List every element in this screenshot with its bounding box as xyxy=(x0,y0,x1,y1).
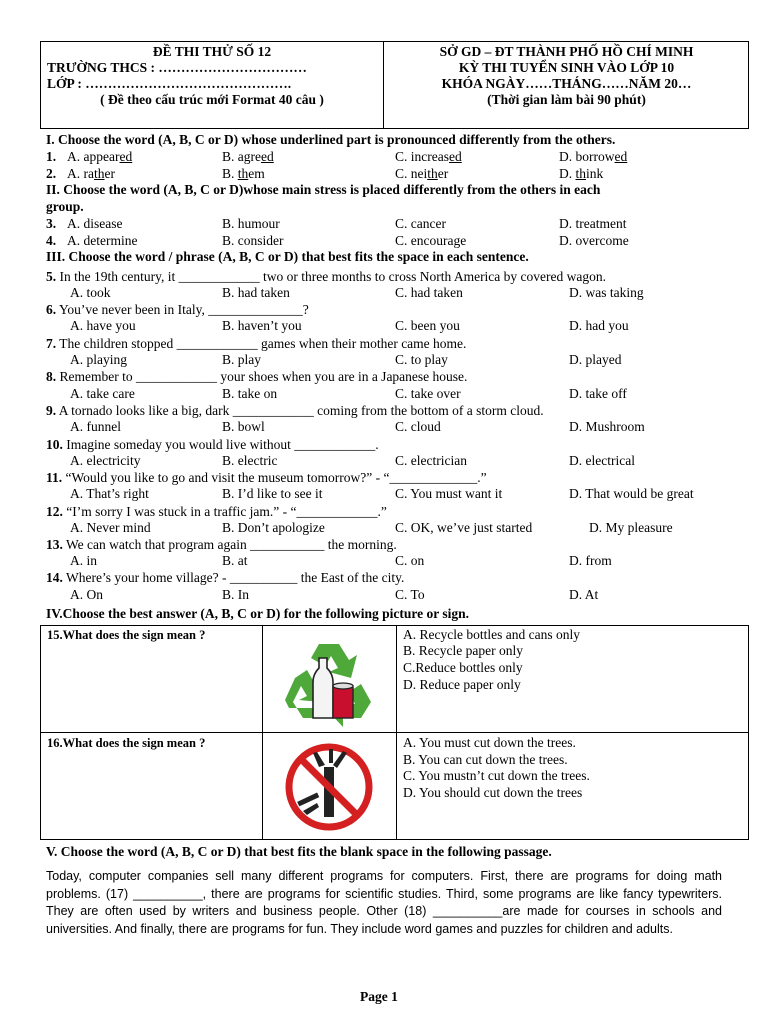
q6-option-a: A. have you xyxy=(70,318,136,333)
q3-option-a: A. disease xyxy=(67,216,123,231)
q6-option-b: B. haven’t you xyxy=(222,318,302,333)
q13-option-b: B. at xyxy=(222,553,248,568)
q14-option-b: B. In xyxy=(222,587,249,602)
q4-option-d: D. overcome xyxy=(559,233,629,248)
q10-option-d: D. electrical xyxy=(569,453,635,468)
q5-option-a: A. took xyxy=(70,285,111,300)
q15-prompt: 15.What does the sign mean ? xyxy=(47,628,206,642)
q10-option-c: C. electrician xyxy=(395,453,467,468)
question-2: 2. xyxy=(46,166,57,181)
q3-option-d: D. treatment xyxy=(559,216,627,231)
q16-option-c: C. You mustn’t cut down the trees. xyxy=(403,768,590,783)
school-line: TRƯỜNG THCS : …………………………… xyxy=(47,60,307,75)
q11-option-b: B. I’d like to see it xyxy=(222,486,323,501)
q2-option-c: C. neither xyxy=(395,166,449,181)
q4-option-a: A. determine xyxy=(67,233,138,248)
q2-option-b: B. them xyxy=(222,166,265,181)
q13-option-d: D. from xyxy=(569,553,612,568)
section-2-title-cont: group. xyxy=(46,199,84,214)
no-tree-cutting-sign-icon xyxy=(283,741,375,833)
q1-option-b: B. agreed xyxy=(222,149,274,164)
q14-option-d: D. At xyxy=(569,587,599,602)
exam-header xyxy=(40,41,749,129)
q4-option-c: C. encourage xyxy=(395,233,467,248)
q9-option-c: C. cloud xyxy=(395,419,441,434)
q15-option-c: C.Reduce bottles only xyxy=(403,660,523,675)
question-4: 4. xyxy=(46,233,57,248)
q7-option-b: B. play xyxy=(222,352,261,367)
q5-option-c: C. had taken xyxy=(395,285,463,300)
time-limit: (Thời gian làm bài 90 phút) xyxy=(487,92,646,107)
question-12: 12. “I’m sorry I was stuck in a traffic jam.” - “____________.” xyxy=(46,504,387,519)
q6-option-d: D. had you xyxy=(569,318,629,333)
section-2-title: II. Choose the word (A, B, C or D)whose main stress is placed differently from the others in each xyxy=(46,182,601,197)
exam-date-line: KHÓA NGÀY……THÁNG……NĂM 20… xyxy=(441,76,692,91)
q7-option-c: C. to play xyxy=(395,352,448,367)
q5-option-d: D. was taking xyxy=(569,285,644,300)
q2-option-a: A. rather xyxy=(67,166,116,181)
question-5: 5. In the 19th century, it ____________ two or three months to cross North America by covered wagon. xyxy=(46,269,607,284)
sign-question-15-row xyxy=(40,625,749,733)
q12-option-c: C. OK, we’ve just started xyxy=(395,520,533,535)
q7-option-d: D. played xyxy=(569,352,622,367)
page-number: Page 1 xyxy=(360,989,398,1004)
q2-option-d: D. think xyxy=(559,166,604,181)
q8-option-a: A. take care xyxy=(70,386,135,401)
section-3-title: III. Choose the word / phrase (A, B, C or D) that best fits the space in each sentence. xyxy=(46,249,529,264)
q5-option-b: B. had taken xyxy=(222,285,290,300)
q12-option-a: A. Never mind xyxy=(70,520,151,535)
question-8: 8. Remember to ____________ your shoes when you are in a Japanese house. xyxy=(46,369,468,384)
sign-question-16-row xyxy=(40,732,749,840)
header-right xyxy=(389,44,744,108)
q1-option-d: D. borrowed xyxy=(559,149,628,164)
q11-option-c: C. You must want it xyxy=(395,486,503,501)
q16-option-a: A. You must cut down the trees. xyxy=(403,735,576,750)
q12-option-b: B. Don’t apologize xyxy=(222,520,325,535)
q8-option-c: C. take over xyxy=(395,386,461,401)
q7-option-a: A. playing xyxy=(70,352,127,367)
q16-option-d: D. You should cut down the trees xyxy=(403,785,583,800)
q13-option-a: A. in xyxy=(70,553,97,568)
q15-option-d: D. Reduce paper only xyxy=(403,677,521,692)
q8-option-d: D. take off xyxy=(569,386,627,401)
question-1: 1. xyxy=(46,149,57,164)
question-6: 6. You’ve never been in Italy, ______________? xyxy=(46,302,309,317)
recycle-sign-icon xyxy=(281,634,381,728)
q9-option-b: B. bowl xyxy=(222,419,265,434)
department-line: SỞ GD – ĐT THÀNH PHỐ HỒ CHÍ MINH xyxy=(439,44,694,59)
question-10: 10. Imagine someday you would live without ____________. xyxy=(46,437,379,452)
q15-option-a: A. Recycle bottles and cans only xyxy=(403,627,580,642)
question-14: 14. Where’s your home village? - __________ the East of the city. xyxy=(46,570,405,585)
q3-option-b: B. humour xyxy=(222,216,280,231)
q11-option-a: A. That’s right xyxy=(70,486,149,501)
q14-option-c: C. To xyxy=(395,587,425,602)
exam-title: KỲ THI TUYỂN SINH VÀO LỚP 10 xyxy=(458,60,675,75)
q1-option-c: C. increased xyxy=(395,149,462,164)
q3-option-c: C. cancer xyxy=(395,216,446,231)
header-left xyxy=(47,44,377,108)
q12-option-d: D. My pleasure xyxy=(589,520,673,535)
format-note: ( Đề theo cấu trúc mới Format 40 câu ) xyxy=(100,92,324,107)
q11-option-d: D. That would be great xyxy=(569,486,694,501)
header-divider xyxy=(383,42,384,128)
question-13: 13. We can watch that program again ___________ the morning. xyxy=(46,537,397,552)
question-9: 9. A tornado looks like a big, dark ____________ coming from the bottom of a storm cloud. xyxy=(46,403,544,418)
exam-number: ĐỀ THI THỬ SỐ 12 xyxy=(152,44,272,59)
reading-passage: Today, computer companies sell many different programs for computers. First, there are programs for doing math problems. (17) __________, there are programs for scientific studies. Third, some programs are like fancy typewriters. They are often used by writers and business people. Other (18) __________are made for courses in schools and universities. And finally, there are programs for fun. They include word games and puzzles for children and adults. xyxy=(46,869,722,936)
q4-option-b: B. consider xyxy=(222,233,284,248)
q16-prompt: 16.What does the sign mean ? xyxy=(47,736,206,750)
q10-option-b: B. electric xyxy=(222,453,278,468)
q1-option-a: A. appeared xyxy=(67,149,133,164)
q13-option-c: C. on xyxy=(395,553,425,568)
section-1-title: I. Choose the word (A, B, C or D) whose underlined part is pronounced differently from the others. xyxy=(46,132,616,147)
q9-option-a: A. funnel xyxy=(70,419,121,434)
q8-option-b: B. take on xyxy=(222,386,278,401)
section-5-title: V. Choose the word (A, B, C or D) that best fits the blank space in the following passage. xyxy=(46,844,552,859)
q14-option-a: A. On xyxy=(70,587,103,602)
q15-option-b: B. Recycle paper only xyxy=(403,643,523,658)
question-3: 3. xyxy=(46,216,57,231)
class-line: LỚP : ………………………………………. xyxy=(47,76,292,91)
q16-option-b: B. You can cut down the trees. xyxy=(403,752,568,767)
q10-option-a: A. electricity xyxy=(70,453,141,468)
section-4-title: IV.Choose the best answer (A, B, C or D) for the following picture or sign. xyxy=(46,606,470,621)
question-7: 7. The children stopped ____________ games when their mother came home. xyxy=(46,336,467,351)
q6-option-c: C. been you xyxy=(395,318,460,333)
question-11: 11. “Would you like to go and visit the museum tomorrow?” - “_____________.” xyxy=(46,470,487,485)
q9-option-d: D. Mushroom xyxy=(569,419,645,434)
